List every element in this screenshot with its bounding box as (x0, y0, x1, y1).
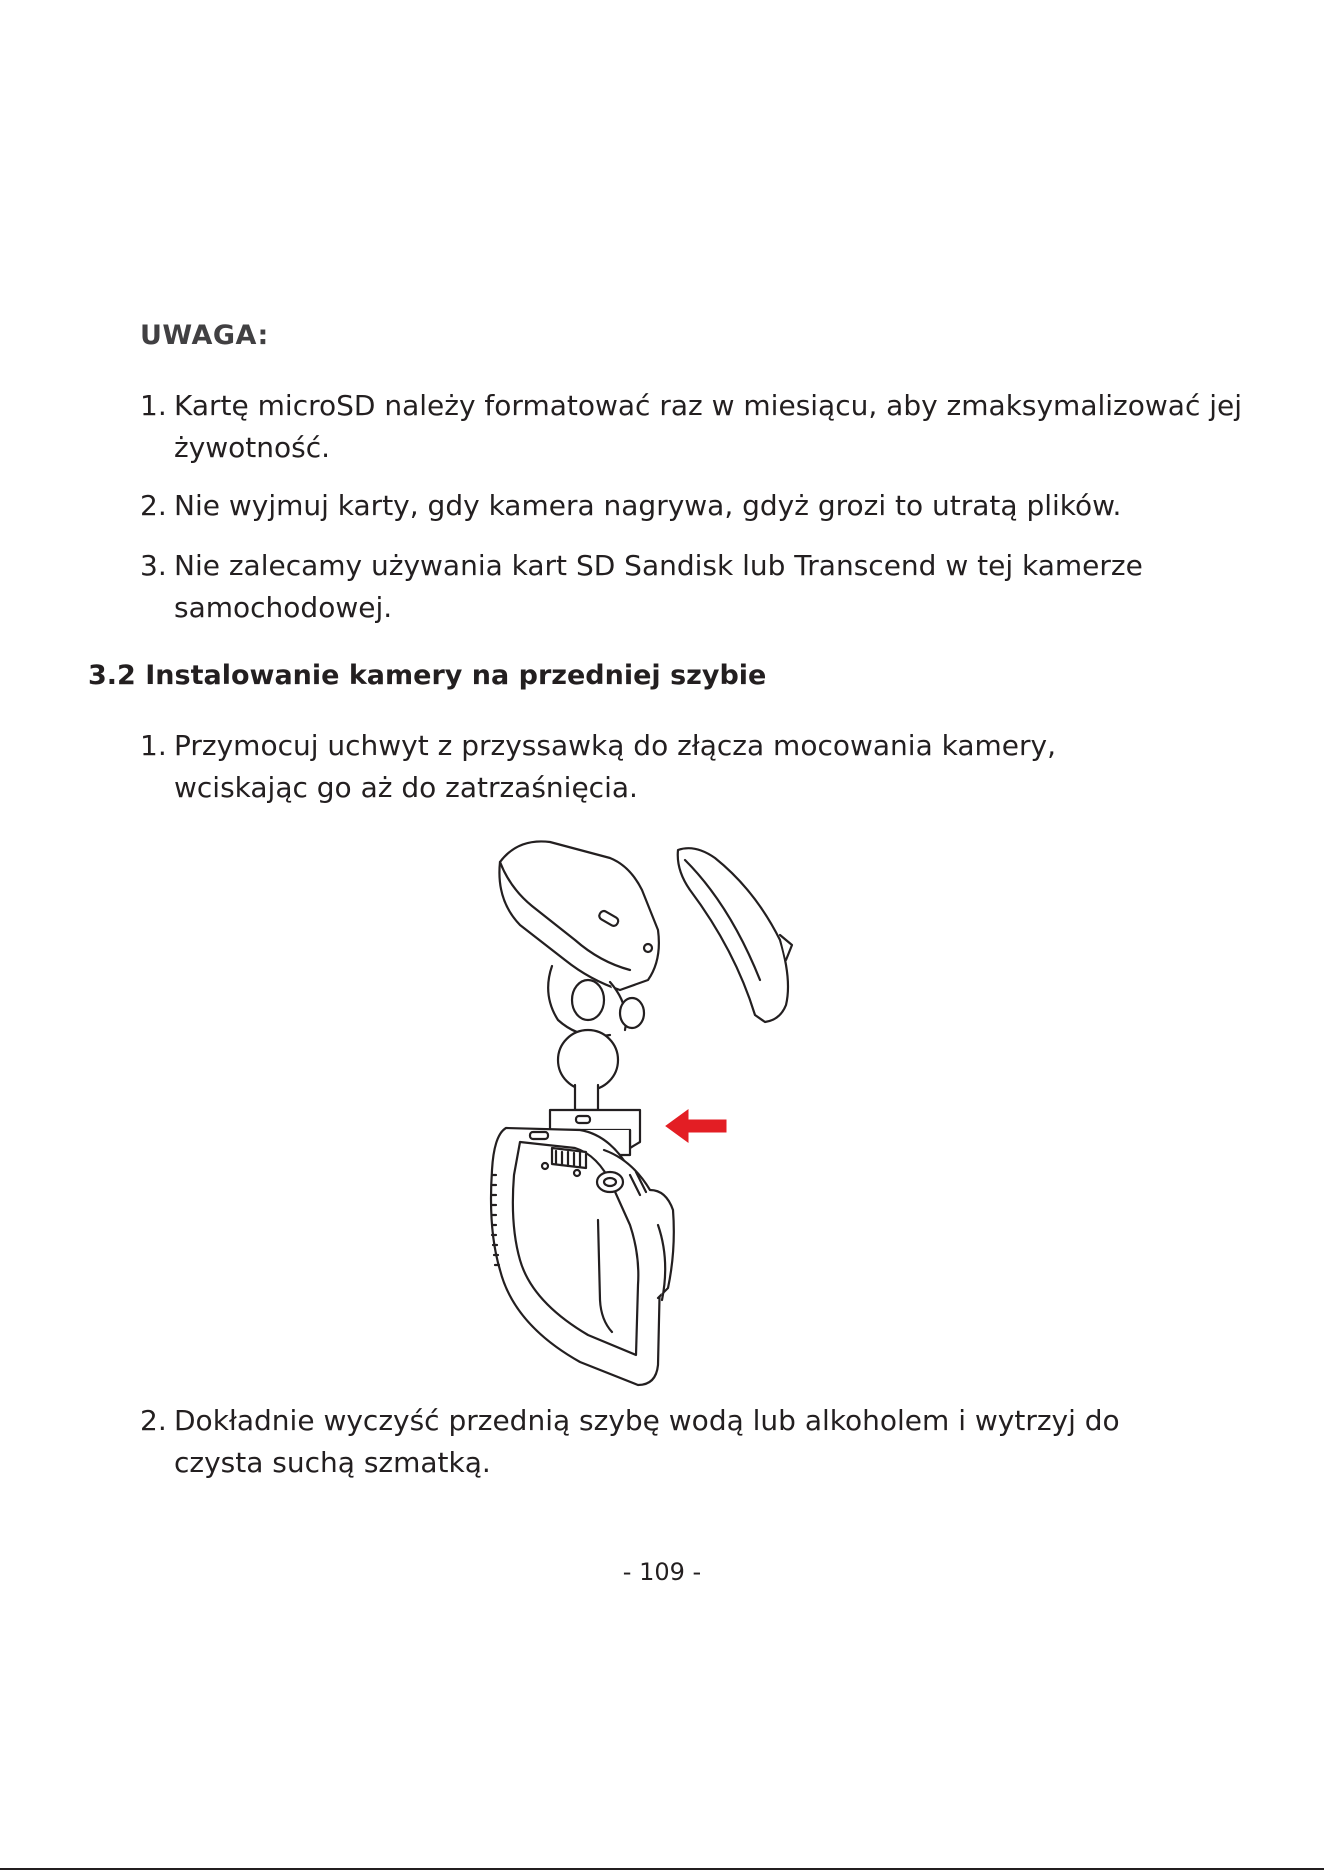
mount-housing-icon (499, 841, 658, 1036)
note-item-text: Kartę microSD należy formatować raz w miesiącu, aby zmaksymalizować jej żywotność. (174, 389, 1243, 464)
step-item-text: Przymocuj uchwyt z przyssawką do złącza mocowania kamery, wciskając go aż do zatrzaśnięcia. (174, 729, 1056, 804)
step-item-number: 1. (140, 729, 167, 762)
step-item (140, 725, 1140, 809)
note-item-text: Nie zalecamy używania kart SD Sandisk lub Transcend w tej kamerze samochodowej. (174, 549, 1143, 624)
ball-joint-icon (558, 1030, 618, 1110)
dashcam-mount-illustration (480, 830, 820, 1390)
note-item (140, 485, 1260, 527)
note-heading: UWAGA: (140, 320, 269, 351)
step-item-number: 2. (140, 1404, 167, 1437)
note-item-text: Nie wyjmuj karty, gdy kamera nagrywa, gdyż grozi to utratą plików. (174, 489, 1122, 522)
suction-cup-icon (678, 848, 792, 1022)
note-item (140, 545, 1200, 629)
note-item (140, 385, 1260, 469)
footer-rule (0, 1868, 1324, 1870)
step-item-text: Dokładnie wyczyść przednią szybę wodą lub alkoholem i wytrzyj do czysta suchą szmatką. (174, 1404, 1120, 1479)
arrow-left-icon (666, 1110, 726, 1142)
note-item-number: 2. (140, 489, 167, 522)
step-item (140, 1400, 1200, 1484)
note-item-number: 1. (140, 389, 167, 422)
note-item-number: 3. (140, 549, 167, 582)
page-number: - 109 - (622, 1558, 702, 1586)
section-heading: 3.2 Instalowanie kamery na przedniej szybie (88, 660, 767, 691)
dashcam-body-icon (491, 1128, 674, 1385)
